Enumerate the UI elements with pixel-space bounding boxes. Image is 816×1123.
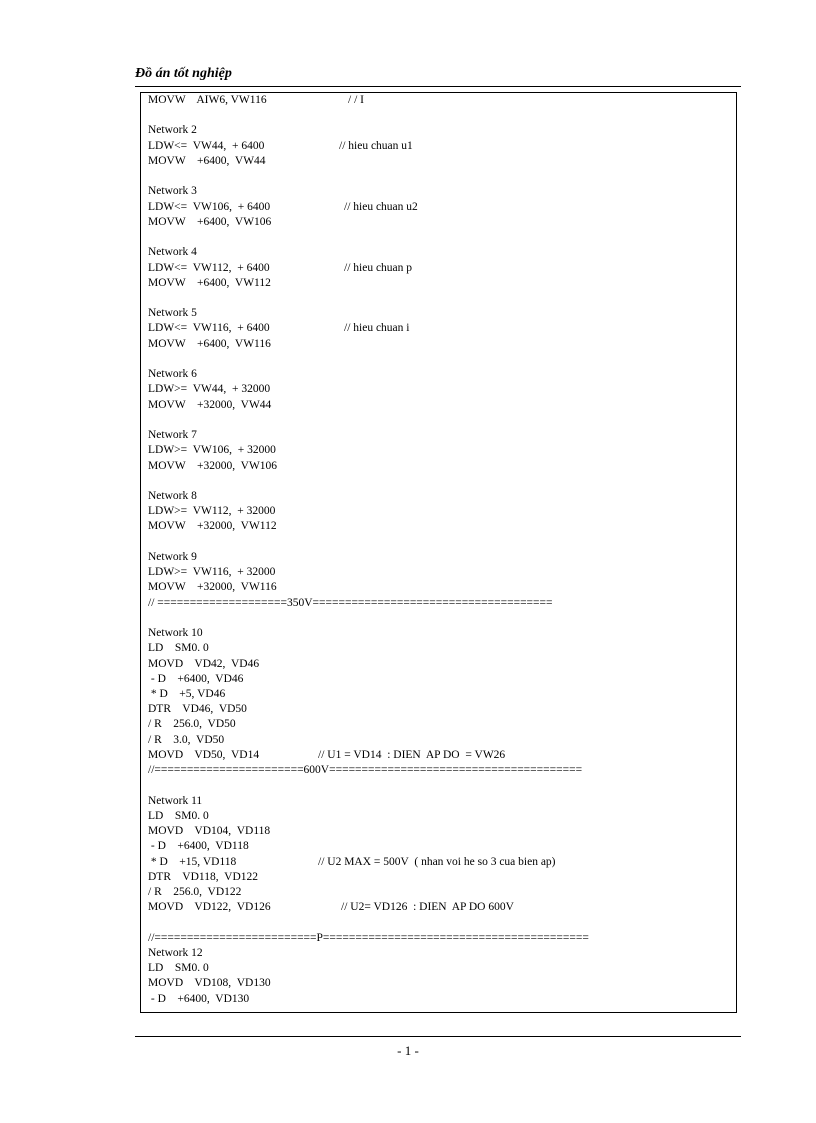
code-line: - D +6400, VD130 — [148, 992, 250, 1005]
code-comment: // U2= VD126 : DIEN AP DO 600V — [341, 901, 514, 914]
code-line: MOVW +32000, VW116 — [148, 581, 277, 594]
code-line: LDW>= VW116, + 32000 — [148, 566, 276, 579]
code-line: MOVW +6400, VW44 — [148, 154, 266, 167]
code-line: Network 9 — [148, 550, 197, 563]
code-line: / R 256.0, VD122 — [148, 885, 242, 898]
code-comment: / / I — [348, 94, 364, 106]
code-line: Network 3 — [148, 185, 197, 198]
code-line: MOVD VD122, VD126 — [148, 901, 271, 914]
code-line: Network 6 — [148, 368, 197, 381]
page-number: - 1 - — [397, 1043, 419, 1058]
code-line: DTR VD46, VD50 — [148, 703, 247, 716]
code-comment: // hieu chuan u2 — [344, 200, 418, 213]
code-line: MOVD VD104, VD118 — [148, 825, 271, 838]
code-line: MOVW +32000, VW112 — [148, 520, 277, 533]
code-line: MOVW +32000, VW106 — [148, 459, 278, 472]
code-line: - D +6400, VD118 — [148, 840, 249, 853]
code-line: MOVD VD108, VD130 — [148, 977, 271, 990]
code-line: LDW<= VW106, + 6400 — [148, 200, 271, 213]
code-line: MOVW +6400, VW106 — [148, 215, 272, 228]
code-line: LDW>= VW112, + 32000 — [148, 505, 276, 518]
code-comment: // hieu chuan p — [344, 261, 413, 274]
code-comment: // U2 MAX = 500V ( nhan voi he so 3 cua bien ap) — [318, 855, 556, 868]
code-line: Network 7 — [148, 429, 197, 442]
code-line: Network 12 — [148, 946, 203, 959]
code-comment: // hieu chuan i — [344, 322, 410, 335]
code-line: Network 11 — [148, 794, 203, 807]
code-line: LD SM0. 0 — [148, 809, 209, 822]
code-line: / R 3.0, VD50 — [148, 733, 225, 746]
code-line: //=======================600V======================================= — [148, 764, 583, 777]
code-line: // ====================350V===================================== — [148, 596, 553, 609]
code-comment: // U1 = VD14 : DIEN AP DO = VW26 — [318, 748, 506, 761]
code-line: / R 256.0, VD50 — [148, 718, 236, 731]
code-line: LD SM0. 0 — [148, 962, 209, 975]
code-comment: // hieu chuan u1 — [339, 139, 413, 152]
code-line: - D +6400, VD46 — [148, 672, 244, 685]
code-line: LDW<= VW112, + 6400 — [148, 261, 270, 274]
code-line: MOVW +6400, VW116 — [148, 337, 271, 350]
code-line: Network 8 — [148, 489, 197, 502]
code-line: MOVD VD42, VD46 — [148, 657, 260, 670]
code-line: * D +5, VD46 — [148, 687, 226, 700]
header-divider — [135, 86, 741, 87]
code-line: Network 4 — [148, 246, 197, 259]
footer-divider — [135, 1036, 741, 1037]
code-line: * D +15, VD118 — [148, 855, 237, 868]
code-line: Network 10 — [148, 627, 203, 640]
code-listing — [140, 92, 737, 1013]
code-line: LDW<= VW116, + 6400 — [148, 322, 270, 335]
code-line: LDW<= VW44, + 6400 — [148, 139, 265, 152]
code-line: DTR VD118, VD122 — [148, 870, 259, 883]
code-line: //=========================P========================================= — [148, 931, 589, 944]
code-line: Network 5 — [148, 307, 197, 320]
code-line: LD SM0. 0 — [148, 642, 209, 655]
code-line: MOVW +6400, VW112 — [148, 276, 271, 289]
code-line: Network 2 — [148, 124, 197, 137]
code-line: LDW>= VW44, + 32000 — [148, 383, 271, 396]
code-line: MOVW +32000, VW44 — [148, 398, 272, 411]
code-line: LDW>= VW106, + 32000 — [148, 444, 276, 457]
code-line: MOVD VD50, VD14 — [148, 748, 260, 761]
code-line: MOVW AIW6, VW116 — [148, 94, 267, 106]
page-header-title: Đồ án tốt nghiệp — [135, 66, 232, 81]
